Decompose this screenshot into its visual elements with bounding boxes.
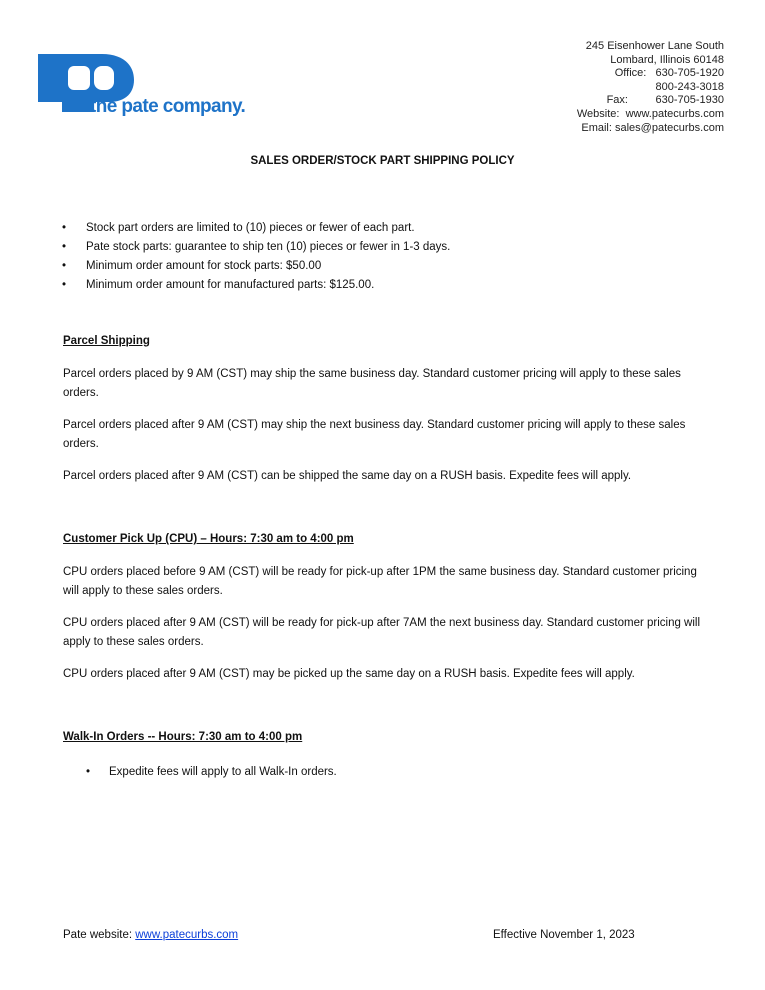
list-item: • Pate stock parts: guarantee to ship ten (10) pieces or fewer in 1-3 days. (62, 238, 450, 257)
effective-date: Effective November 1, 2023 (493, 929, 635, 941)
address-website (577, 108, 724, 122)
list-item: • Expedite fees will apply to all Walk-In orders. (86, 763, 337, 782)
cpu-heading: Customer Pick Up (CPU) – Hours: 7:30 am to 4:00 pm (63, 533, 354, 545)
email-address: sales@patecurbs.com (615, 121, 724, 134)
logo-wordmark: the pate company. (90, 96, 246, 116)
address-office (577, 67, 724, 81)
parcel-paragraph-3: Parcel orders placed after 9 AM (CST) can be shipped the same day on a RUSH basis. Expedite fees will apply. (63, 470, 632, 482)
website-label: Website: (576, 107, 620, 120)
fax-label: Fax: (606, 94, 628, 107)
parcel-shipping-heading: Parcel Shipping (63, 335, 150, 347)
walkin-bullet-list (86, 763, 337, 782)
address-email (577, 122, 724, 136)
list-item: • Minimum order amount for stock parts: $50.00 (62, 257, 450, 276)
parcel-paragraph-2: Parcel orders placed after 9 AM (CST) may ship the next business day. Standard customer pricing will apply to these sales orders. (63, 419, 686, 450)
parcel-paragraph-1: Parcel orders placed by 9 AM (CST) may ship the same business day. Standard customer pricing will apply to these sales orders. (63, 368, 681, 399)
footer-website (63, 929, 238, 941)
office-phone: 630-705-1920 (655, 67, 724, 80)
pate-company-logo (38, 54, 253, 116)
pate-logo-mark (38, 54, 253, 116)
address-office-phone2: 800-243-3018 (655, 80, 724, 93)
office-label: Office: (614, 67, 647, 80)
list-item: • Stock part orders are limited to (10) pieces or fewer of each part. (62, 219, 450, 238)
address-street: 245 Eisenhower Lane South (585, 40, 724, 52)
document-title: SALES ORDER/STOCK PART SHIPPING POLICY (250, 155, 515, 167)
fax-number: 630-705-1930 (655, 94, 724, 107)
address-fax (577, 94, 724, 108)
website-url: www.patecurbs.com (625, 107, 724, 120)
email-label: Email: (581, 121, 612, 134)
cpu-paragraph-2: CPU orders placed after 9 AM (CST) will be ready for pick-up after 7AM the next business day. Standard customer pricing will apply to these sales orders. (63, 617, 701, 648)
footer-website-label: Pate website: (63, 929, 136, 941)
cpu-paragraph-3: CPU orders placed after 9 AM (CST) may be picked up the same day on a RUSH basis. Expedite fees will apply. (63, 668, 635, 680)
policy-bullet-list (62, 219, 450, 295)
footer-website-link[interactable]: www.patecurbs.com (135, 929, 239, 941)
cpu-paragraph-1: CPU orders placed before 9 AM (CST) will be ready for pick-up after 1PM the same business day. Standard customer pricing will apply to these sales orders. (63, 566, 697, 597)
walkin-heading: Walk-In Orders -- Hours: 7:30 am to 4:00 pm (63, 731, 303, 743)
company-address (577, 40, 724, 135)
list-item: • Minimum order amount for manufactured parts: $125.00. (62, 276, 450, 295)
address-city: Lombard, Illinois 60148 (610, 53, 724, 66)
